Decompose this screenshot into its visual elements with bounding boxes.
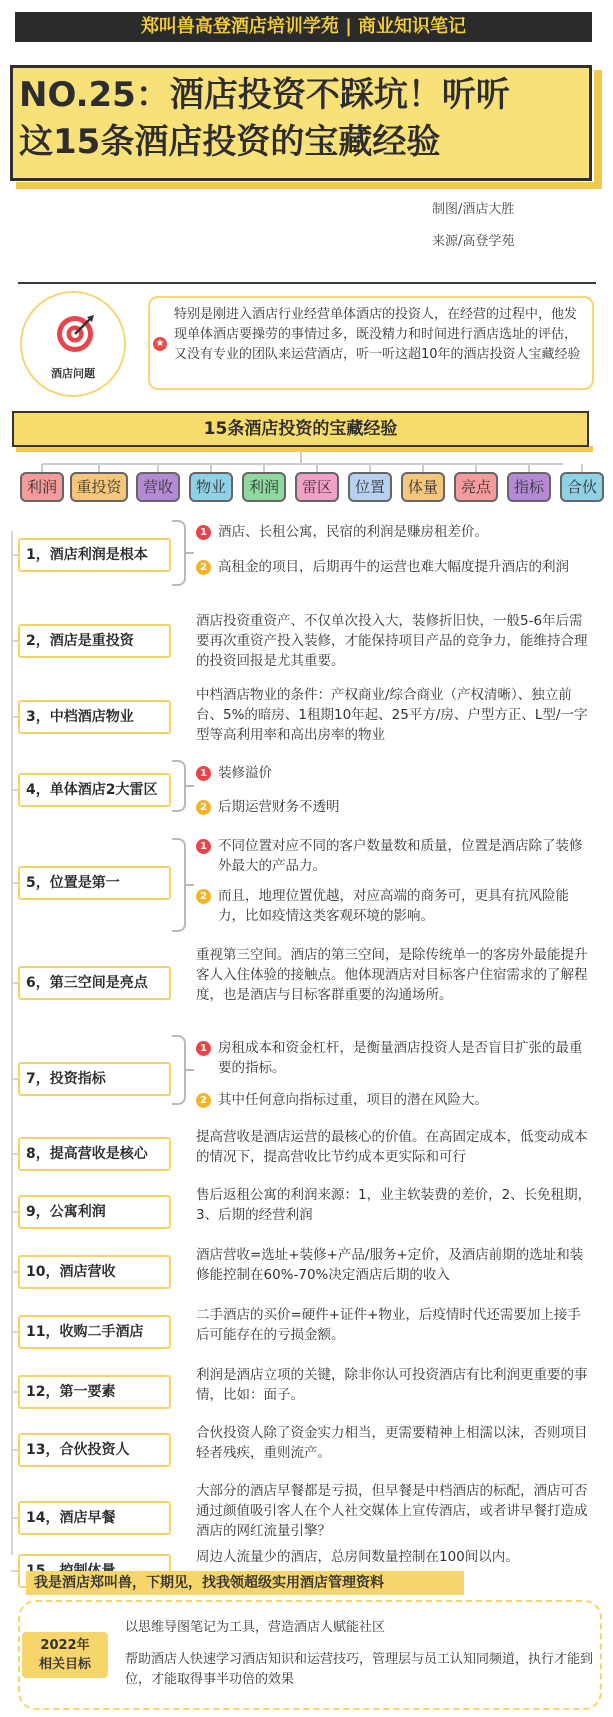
divider [18, 282, 596, 284]
row-label: 14，酒店早餐 [18, 1501, 171, 1535]
spine-line [11, 531, 13, 1555]
row-sub-1: 不同位置对应不同的客户数量数和质量，位置是酒店除了装修外最大的产品力。 [218, 838, 583, 874]
issue-box [148, 296, 594, 390]
row-brace [172, 838, 186, 932]
row-text: 酒店营收=选址+装修+产品/服务+定价，及酒店前期的选址和装修能控制在60%-70%决定酒店后期的收入 [196, 1247, 584, 1283]
tag-stem [98, 464, 100, 472]
row-text: 大部分的酒店早餐都是亏损，但早餐是中档酒店的标配，酒店可否通过颜值吸引客人在个人社交媒体上宣传酒店，或者讲早餐打造成酒店的网红流量引擎？ [196, 1483, 588, 1539]
number-2-icon: 2 [196, 1093, 211, 1108]
row-text: 利润是酒店立项的关键，除非你认可投资酒店有比利润更重要的事情，比如：面子。 [196, 1367, 588, 1403]
target-icon [54, 313, 96, 355]
title-box [10, 65, 592, 181]
meta-source: 来源/高登学苑 [432, 234, 515, 249]
row-label: 3，中档酒店物业 [18, 700, 171, 734]
number-1-icon: 1 [196, 1041, 211, 1056]
number-1-icon: 1 [196, 839, 211, 854]
tree-branch [42, 463, 563, 465]
issue-circle [20, 291, 126, 397]
tag-stem [581, 464, 583, 472]
title-line-1: NO.25：酒店投资不踩坑！听听 [19, 75, 510, 115]
row-sub-2: 高租金的项目，后期再牛的运营也难大幅度提升酒店的利润 [218, 559, 569, 575]
row-label: 9，公寓利润 [18, 1195, 171, 1229]
star-icon: ★ [153, 337, 167, 351]
number-2-icon: 2 [196, 800, 211, 815]
row-label: 13，合伙投资人 [18, 1433, 171, 1467]
row-brace-tick [186, 552, 194, 554]
tag-9: 亮点 [454, 472, 498, 502]
row-sub-2: 后期运营财务不透明 [218, 799, 340, 815]
tag-3: 营收 [136, 472, 180, 502]
title-line-2: 这15条酒店投资的宝藏经验 [19, 122, 441, 162]
row-label: 7，投资指标 [18, 1062, 171, 1096]
tag-stem [475, 464, 477, 472]
row-brace-tick [186, 884, 194, 886]
goal-line-2: 帮助酒店人快速学习酒店知识和运营技巧，管理层与员工认知同频道，执行才能到位，才能取得事半功倍的效果 [125, 1652, 594, 1687]
number-1-icon: 1 [196, 525, 211, 540]
number-2-icon: 2 [196, 560, 211, 575]
row-label: 11，收购二手酒店 [18, 1315, 171, 1349]
tag-stem [422, 464, 424, 472]
row-label: 8，提高营收是核心 [18, 1137, 171, 1171]
row-text: 提高营收是酒店运营的最核心的价值。在高固定成本，低变动成本的情况下，提高营收比节约成本更实际和可行 [196, 1129, 588, 1165]
title-shadow-bottom [16, 182, 602, 189]
row-brace [172, 520, 186, 586]
row-brace-tick [186, 785, 194, 787]
tag-stem [316, 464, 318, 472]
tag-8: 体量 [401, 472, 445, 502]
row-brace-tick [186, 1069, 194, 1071]
tag-4: 物业 [189, 472, 233, 502]
meta-maker: 制图/酒店大胜 [432, 202, 515, 217]
tag-10: 指标 [507, 472, 551, 502]
tag-stem [263, 464, 265, 472]
tag-1: 利润 [20, 472, 64, 502]
issue-text: 特别是刚进入酒店行业经营单体酒店的投资人，在经营的过程中，他发现单体酒店要操劳的事情过多，既没精力和时间进行酒店选址的评估，又没有专业的团队来运营酒店，听一听这超10年的酒店投资人宝藏经验 [174, 307, 581, 362]
tag-11: 合伙 [560, 472, 604, 502]
row-label: 6，第三空间是亮点 [18, 966, 171, 1000]
row-brace [172, 1035, 186, 1105]
row-sub-1: 房租成本和资金杠杆，是衡量酒店投资人是否盲目扩张的最重要的指标。 [218, 1040, 583, 1076]
goal-line-1: 以思维导图笔记为工具，营造酒店人赋能社区 [125, 1620, 386, 1635]
row-sub-1: 装修溢价 [218, 765, 272, 781]
title-shadow-right [594, 70, 602, 182]
row-text: 酒店投资重资产、不仅单次投入大，装修折旧快，一般5-6年后需要再次重资产投入装修，才能保持项目产品的竞争力，能维持合理的投资回报是尤其重要。 [196, 613, 588, 669]
tag-7: 位置 [348, 472, 392, 502]
row-text: 中档酒店物业的条件：产权商业/综合商业（产权清晰）、独立前台、5%的暗房、1租期10年起、25平方/房、户型方正、L型/一字型等高利用率和高出房率的物业 [196, 687, 588, 743]
row-text: 售后返租公寓的利润来源：1，业主软装费的差价，2、长免租期，3、后期的经营利润 [196, 1187, 592, 1223]
tag-stem [210, 464, 212, 472]
row-text: 重视第三空间。酒店的第三空间，是除传统单一的客房外最能提升客人入住体验的接触点。他体现酒店对目标客户住宿需求的了解程度，也是酒店与目标客群重要的沟通场所。 [196, 947, 588, 1003]
tag-stem [157, 464, 159, 472]
tag-stem [41, 464, 43, 472]
row-label: 1，酒店利润是根本 [18, 538, 171, 572]
row-brace [172, 760, 186, 812]
section-title: 15条酒店投资的宝藏经验 [12, 411, 589, 447]
row-label: 12，第一要素 [18, 1375, 171, 1409]
number-1-icon: 1 [196, 766, 211, 781]
row-text: 合伙投资人除了资金实力相当，更需要精神上相濡以沫，否则项目轻者残疾，重则流产。 [196, 1425, 588, 1461]
issue-label: 酒店问题 [51, 367, 95, 380]
goal-badge-title: 相关目标 [38, 1657, 91, 1672]
tag-5: 利润 [242, 472, 286, 502]
row-text: 二手酒店的买价=硬件+证件+物业，后疫情时代还需要加上接手后可能存在的亏损金额。 [196, 1307, 581, 1343]
row-sub-2: 其中任何意向指标过重，项目的潜在风险大。 [218, 1092, 488, 1108]
tag-stem [369, 464, 371, 472]
number-2-icon: 2 [196, 889, 211, 904]
row-sub-2: 而且，地理位置优越，对应高端的商务可，更具有抗风险能力，比如疫情这类客观环境的影响。 [218, 888, 569, 924]
row-label: 5，位置是第一 [18, 866, 171, 900]
row-label: 4，单体酒店2大雷区 [18, 773, 171, 807]
tag-2: 重投资 [70, 472, 128, 502]
header-banner: 郑叫兽高登酒店培训学苑 | 商业知识笔记 [15, 12, 592, 42]
row-label: 2，酒店是重投资 [18, 624, 171, 658]
tag-6: 雷区 [295, 472, 339, 502]
goal-badge [22, 1632, 108, 1678]
footer-banner: 我是酒店郑叫兽，下期见，找我领超级实用酒店管理资料 [26, 1571, 464, 1595]
row-label: 10，酒店营收 [18, 1255, 171, 1289]
tag-stem [528, 464, 530, 472]
row-text: 周边人流量少的酒店，总房间数量控制在100间以内。 [196, 1549, 519, 1565]
goal-badge-year: 2022年 [40, 1638, 90, 1653]
row-sub-1: 酒店、长租公寓，民宿的利润是赚房租差价。 [218, 524, 488, 540]
